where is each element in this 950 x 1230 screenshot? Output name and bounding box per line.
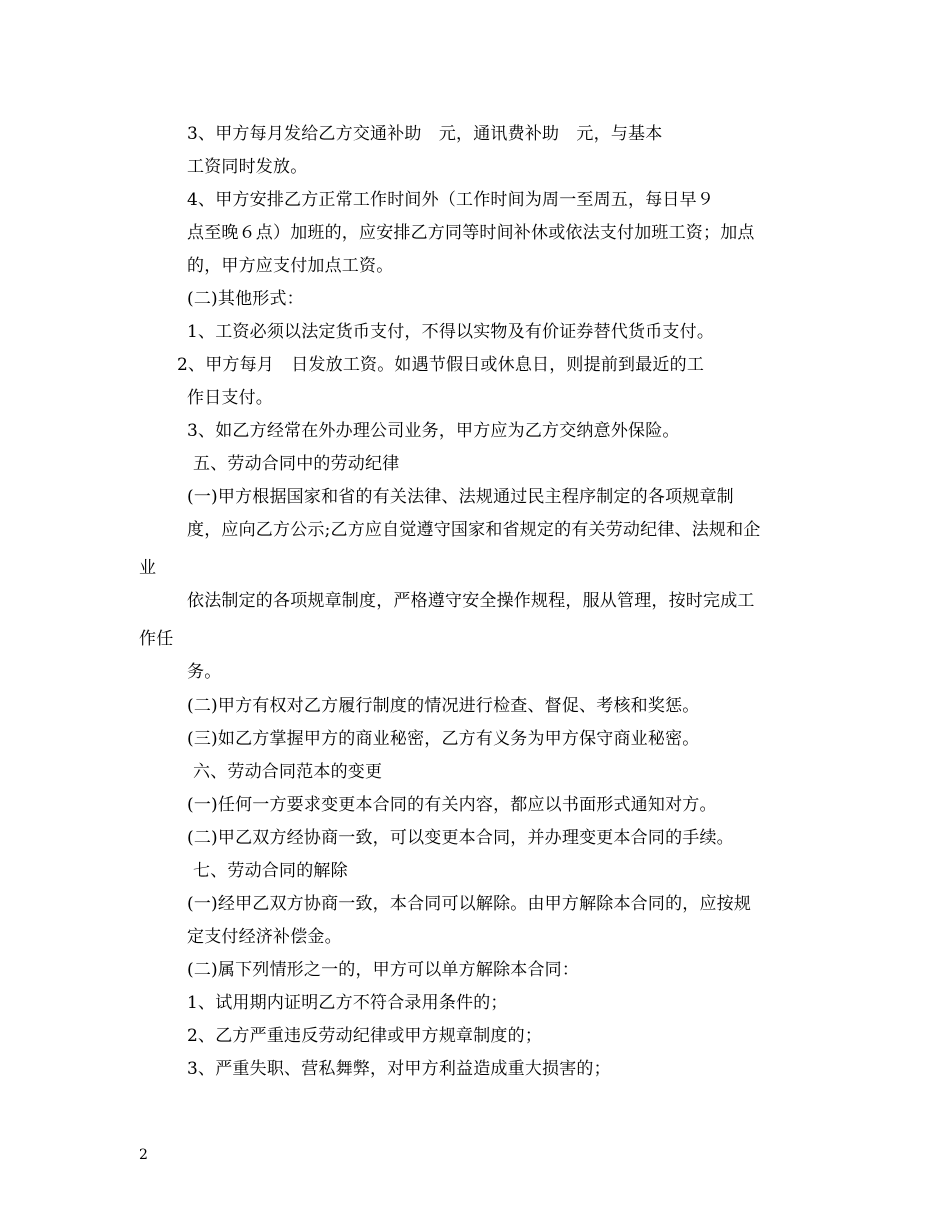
text-line: (一)甲方根据国家和省的有关法律、法规通过民主程序制定的各项规章制 [187,487,734,507]
text-line: 2、甲方每月 日发放工资。如遇节假日或休息日，则提前到最近的工 [177,355,705,375]
text-line: 3、严重失职、营私舞弊，对甲方利益造成重大损害的； [187,1059,611,1079]
section-heading: 五、劳动合同中的劳动纪律 [193,454,400,474]
text-line: 业 [139,558,157,578]
text-line: (一)经甲乙双方协商一致，本合同可以解除。由甲方解除本合同的，应按规 [187,894,752,914]
text-line: 务。 [187,662,222,682]
section-heading: 七、劳动合同的解除 [193,861,348,881]
text-line: 3、甲方每月发给乙方交通补助 元，通讯费补助 元，与基本 [187,124,663,144]
text-line: 工资同时发放。 [187,157,308,177]
text-line: (二)甲方有权对乙方履行制度的情况进行检查、督促、考核和奖惩。 [187,696,700,716]
text-line: (二)甲乙双方经协商一致，可以变更本合同，并办理变更本合同的手续。 [187,828,734,848]
text-line: 2、乙方严重违反劳动纪律或甲方规章制度的； [187,1026,543,1046]
text-line: 1、试用期内证明乙方不符合录用条件的； [187,993,508,1013]
text-line: (一)任何一方要求变更本合同的有关内容，都应以书面形式通知对方。 [187,795,717,815]
text-line: 定支付经济补偿金。 [187,927,342,947]
page-number: 2 [139,1147,148,1163]
text-line: 作日支付。 [187,388,273,408]
text-line: 3、如乙方经常在外办理公司业务，甲方应为乙方交纳意外保险。 [187,421,680,441]
text-line: 4、甲方安排乙方正常工作时间外（工作时间为周一至周五，每日早９ [187,190,715,210]
text-line: (二)其他形式： [187,289,304,309]
text-line: 的，甲方应支付加点工资。 [187,256,394,276]
section-heading: 六、劳动合同范本的变更 [193,762,383,782]
text-line: 1、工资必须以法定货币支付，不得以实物及有价证券替代货币支付。 [187,322,715,342]
text-line: 点至晚６点）加班的，应安排乙方同等时间补休或依法支付加班工资；加点 [187,223,755,243]
text-line: 度，应向乙方公示;乙方应自觉遵守国家和省规定的有关劳动纪律、法规和企 [187,520,761,540]
text-line: 依法制定的各项规章制度，严格遵守安全操作规程，服从管理，按时完成工 [187,591,755,611]
text-line: (二)属下列情形之一的，甲方可以单方解除本合同： [187,960,580,980]
text-line: (三)如乙方掌握甲方的商业秘密，乙方有义务为甲方保守商业秘密。 [187,729,700,749]
text-line: 作任 [139,629,174,649]
